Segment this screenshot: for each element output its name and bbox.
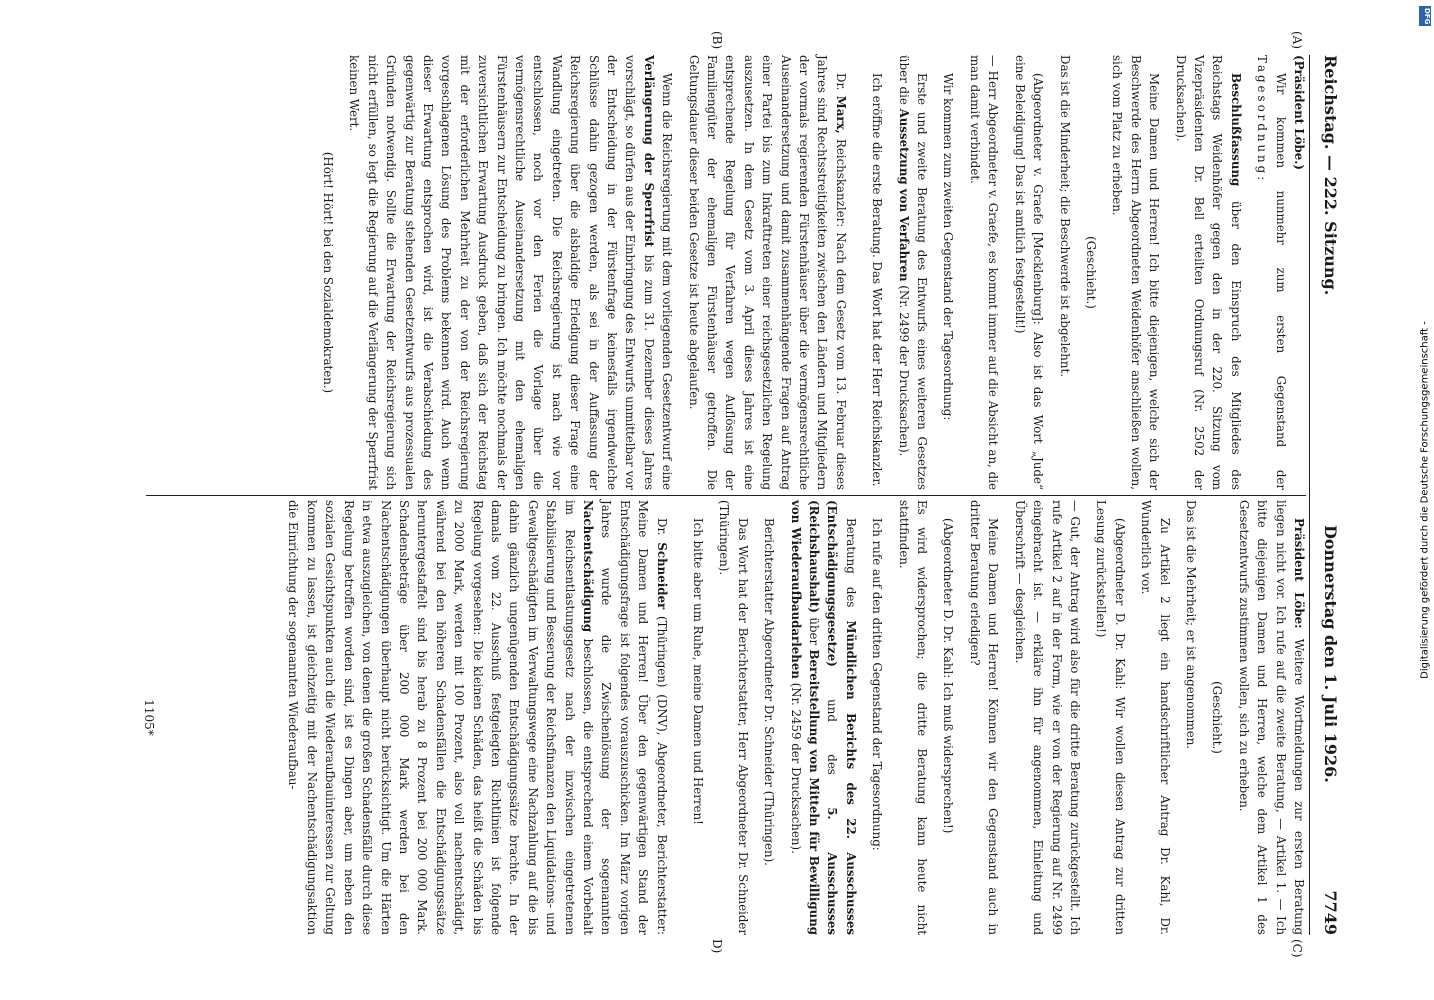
debate-opening: Ich eröffne die erste Beratung. Das Wort hat der Herr Reichskanzler. — [870, 73, 885, 487]
margin-marker-d: D) — [710, 939, 724, 954]
column-divider — [146, 495, 1306, 496]
motion-article-2: Zu Artikel 2 liegt ein handschriftlicher Antrag Dr. Kahl, Dr. Wunderlich vor. — [1139, 500, 1172, 935]
margin-marker-c: (C) — [1290, 939, 1304, 958]
speech-schneider: Dr. Schneider (Thüringen) (DNV), Abgeordneter, Berichterstatter: Meine Damen und Herren! Über den gegenwärtigen Stand der Entschädigungsfrage ist folgendes vorauszuschicken. Im März vorigen Jahres wurde die Zwischenlösung der sogenannten Nachentschädigung beschlossen, die entsprechend einem Vorbehalt im Reichsentlastungsgesetz nach der inzwischen eingetretenen Stabilisierung und Besserung der Reichsfinanzen den Liquidations- und Gewaltgeschädigten im Verwaltungswege eine Nachzahlung auf die bis dahin gänzlich ungenügenden Entschädigungssätze brachte. In der damals vom 22. Ausschuß festgelegten Richtlinien ist folgende Regelung vorgesehen: Die kleinen Schäden, das heißt die Schäden bis zu 2000 Mark, werden mit 100 Prozent, also voll nachentschädigt, während bei den höheren Schadensfällen die Entschädigungssätze heruntergestaffelt sind bis herab zu 8 Prozent bei 200 000 Mark. Schadensbeträge über 200 000 Mark werden bei den Nachentschädigungen überhaupt nicht berücksichtigt. Um die Härten in etwa auszugleichen, von denen die großen Schadensfälle durch diese Regelung betroffen worden sind, ist es Dingen aber, um neben den sozialen Gesichtspunkten auch die Wiederaufbauinteressen zur Geltung kommen zu lassen, ist gleichzeitig mit der Nachentschädigungsaktion die Einrichtung der sogenannten Wiederaufbau- — [286, 500, 669, 935]
call-for-quiet: Ich bitte aber um Ruhe, meine Damen und Herren! — [691, 518, 706, 825]
agenda-intro: Wir kommen nunmehr zum ersten Gegenstand der Tagesordnung: — [1255, 55, 1288, 490]
page-number: 7749 — [1321, 890, 1340, 935]
rapporteur-line: Berichterstatter Abgeordneter Dr. Schneider (Thüringen). — [762, 518, 777, 866]
floor-given: Das Wort hat der Berichterstatter, Herr Abgeordneter Dr. Schneider (Thüringen). — [717, 500, 750, 935]
dfg-logo: DFG — [1419, 6, 1431, 26]
header-rule — [1309, 55, 1310, 935]
header-date: Donnerstag den 1. Juli 1926. — [1321, 525, 1340, 783]
interjection-kahl-2: (Abgeordneter D. Dr. Kahl: Ich muß widersprechen!) — [941, 518, 956, 834]
header-session: Reichstag. — 222. Sitzung. — [1321, 55, 1340, 296]
agenda-item-1: Beschlußfassung über den Einspruch des Mitgliedes des Reichstags Weidenhöfer gegen den in der 220. Sitzung vom Vizepräsidenten Dr. Bell erteilten Ordnungsruf (Nr. 2502 der Drucksachen). — [1173, 55, 1243, 490]
interjection-kahl-1: (Abgeordneter D. Dr. Kahl: Wir wollen diesen Antrag zur dritten Lesung zurückstellen!) — [1094, 500, 1127, 935]
agenda-intro-3: Ich rufe auf den dritten Gegenstand der Tagesordnung: — [870, 518, 885, 851]
interjection-hoert: (Hört! Hört! bei den Sozialdemokraten.) — [320, 151, 335, 394]
stage-direction-1: (Geschieht.) — [1083, 236, 1098, 309]
president-reply: — Herr Abgeordneter v. Graefe, es kommt immer auf die Absicht an, die man damit verbindet. — [967, 55, 1001, 490]
objection-note: Es wird widersprochen; die dritte Beratung kann heute nicht stattfinden. — [896, 500, 930, 935]
speech-marx: Dr. Marx, Reichskanzler: Nach dem Gesetz vom 13. Februar dieses Jahres sind Rechtsstreitigkeiten zwischen den Ländern und Mitgliedern der vormals regierenden Fürstenhäuser über die vermögensrechtliche Auseinandersetzung und damit zusammenhängende Fragen auf Antrag einer Partei bis zum Inkrafttreten einer reichsgesetzlichen Regelung auszusetzen. In dem Gesetz vom 3. April dieses Jahres ist eine entsprechende Regelung für Verfahren wegen Auflösung der Familiengüter der ehemaligen Fürstenhäuser getroffen. Die Geltungsdauer dieser beiden Gesetze ist heute abgelaufen. — [686, 55, 848, 491]
vote-result-2: Das ist die Mehrheit; er ist angenommen. — [1183, 500, 1198, 750]
interjection-graefe: (Abgeordneter v. Graefe [Mecklenburg]: Also ist das Wort „Jude“ eine Beleidigung! Das ist amtlich festgestellt!) — [1012, 55, 1046, 490]
president-statement: Präsident Löbe: Weitere Wortmeldungen zur ersten Beratung liegen nicht vor. Ich rufe auf die zweite Beratung, — Artikel 1. — Ich bitte diejenigen Damen und Herren, welche dem Artikel 1 des Gesetzentwurfs zustimmen wollen, sich zu erheben. — [1236, 500, 1306, 935]
third-reading-question: Meine Damen und Herren! Können wir den Gegenstand auch in dritter Beratung erledigen? — [967, 500, 1001, 935]
left-column — [319, 55, 1309, 490]
vote-call-1: Meine Damen und Herren! Ich bitte diejenigen, welche sich der Beschwerde des Herrn Abgeordneten Weidenhöfer anschließen wollen, sich vom Platz zu erheben. — [1110, 55, 1162, 490]
agenda-item-2: Erste und zweite Beratung des Entwurfs eines weiteren Gesetzes über die Aussetzung von Verfahren (Nr. 2499 der Drucksachen). — [896, 55, 930, 490]
margin-marker-a: (A) — [1290, 31, 1304, 50]
right-column — [284, 500, 1308, 935]
dfg-credit-text: Digitalisierung gefördert durch die Deutsche Forschungsgemeinschaft - — [1419, 321, 1431, 679]
speaker-continued: (Präsident Löbe.) — [1292, 55, 1306, 170]
vote-result-1: Das ist die Minderheit; die Beschwerde ist abgelehnt. — [1057, 55, 1072, 377]
agenda-intro-2: Wir kommen zum zweiten Gegenstand der Tagesordnung: — [941, 73, 956, 421]
president-article-2: — Gut, der Antrag wird also für die dritte Beratung zurückgestellt. Ich rufe Artikel 2 auf in der Form, wie er von der Regierung auf Nr. 2499 eingebracht ist. — erkläre ihn für angenommen, Einleitung und Überschrift — desgleichen. — [1012, 500, 1082, 935]
speech-marx-2: Wenn die Reichsregierung mit dem vorliegenden Gesetzentwurf eine Verlängerung der Sperrfrist bis zum 31. Dezember dieses Jahres vorschlägt, so dürfen aus der Einbringung des Entwurfs unmittelbar vor der Entscheidung in der Fürstenfrage keinesfalls irgendwelche Schlüsse dahin gezogen werden, als sei in der Auffassung der Reichsregierung über die alsbaldige Erledigung dieser Frage eine Wandlung eingetreten. Die Reichsregierung ist nach wie vor entschlossen, noch vor den Ferien die Vorlage über die vermögensrechtliche Auseinandersetzung mit den ehemaligen Fürstenhäusern zur Entscheidung zu bringen. Ich möchte nochmals der zuversichtlichen Erwartung Ausdruck geben, daß sich der Reichstag mit der erforderlichen Mehrheit zu der von der Reichsregierung vorgeschlagenen Lösung des Problems bekennen wird. Auch wenn dieser Erwartung entsprochen wird, ist die Verabschiedung des gegenwärtig zur Beratung stehenden Gesetzentwurfs aus prozessualen Gründen notwendig. Sollte die Erwartung der Reichsregierung sich nicht erfüllen, so legt die Regierung auf die Verlängerung der Sperrfrist keinen Wert. — [347, 55, 675, 490]
dfg-credit-strip — [1418, 10, 1432, 990]
margin-marker-b: (B) — [710, 31, 724, 50]
signature-mark: 1105* — [142, 699, 156, 736]
document-page — [94, 31, 1344, 958]
agenda-item-3: Beratung des Mündlichen Berichts des 22. Ausschusses (Entschädigungsgesetze) und des 5. Ausschusses (Reichshaushalt) über Bereitstellung von Mitteln für Bewilligung von Wiederaufbaudarlehen (Nr. 2459 der Drucksachen). — [788, 500, 858, 936]
page-header — [1310, 55, 1344, 935]
stage-direction-2: (Geschieht.) — [1210, 681, 1225, 754]
